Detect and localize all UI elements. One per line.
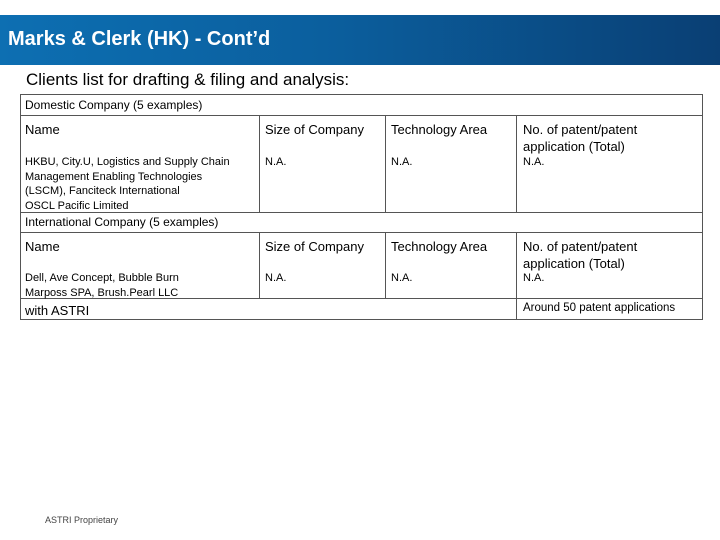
international-patents-value: N.A. — [523, 272, 545, 284]
client-name-line: Dell, Ave Concept, Bubble Burn — [25, 272, 179, 284]
international-tech-value: N.A. — [391, 272, 413, 284]
astri-row-label: with ASTRI — [25, 303, 90, 318]
title-bar — [0, 15, 720, 65]
domestic-tech-value: N.A. — [391, 156, 413, 168]
column-divider — [259, 115, 260, 212]
domestic-header-patents: No. of patent/patent — [523, 122, 638, 137]
domestic-section-title: Domestic Company (5 examples) — [25, 98, 203, 112]
international-header-tech: Technology Area — [391, 239, 488, 254]
column-divider — [385, 232, 386, 298]
domestic-header-tech: Technology Area — [391, 122, 488, 137]
international-header-size: Size of Company — [265, 239, 364, 254]
astri-patents-value: Around 50 patent applications — [523, 302, 676, 314]
client-name-line: Marposs SPA, Brush.Pearl LLC — [25, 286, 179, 299]
domestic-client-names — [25, 155, 230, 213]
domestic-patents-value: N.A. — [523, 156, 545, 168]
slide-subtitle: Clients list for drafting & filing and analysis: — [26, 70, 350, 89]
slide-title: Marks & Clerk (HK) - Cont’d — [8, 28, 271, 50]
international-size-value: N.A. — [265, 272, 287, 284]
client-name-line: (LSCM), Fanciteck International — [25, 185, 180, 197]
column-divider — [385, 115, 386, 212]
international-header-name: Name — [25, 239, 60, 254]
table-divider — [21, 232, 702, 233]
domestic-header-name: Name — [25, 122, 60, 137]
clients-table — [20, 94, 703, 320]
footer-proprietary: ASTRI Proprietary — [45, 515, 119, 525]
international-header-patents-line2: application (Total) — [523, 256, 625, 271]
table-divider — [21, 115, 702, 116]
domestic-size-value: N.A. — [265, 156, 287, 168]
column-divider — [516, 232, 517, 320]
international-client-names — [25, 271, 179, 300]
international-header-patents: No. of patent/patent — [523, 239, 638, 254]
domestic-header-patents-line2: application (Total) — [523, 139, 625, 154]
client-name-line: OSCL Pacific Limited — [25, 199, 129, 212]
client-name-line: Management Enabling Technologies — [25, 170, 203, 183]
column-divider — [259, 232, 260, 298]
domestic-header-size: Size of Company — [265, 122, 364, 137]
client-name-line: HKBU, City.U, Logistics and Supply Chain — [25, 156, 230, 168]
international-section-title: International Company (5 examples) — [25, 215, 219, 229]
column-divider — [516, 115, 517, 212]
